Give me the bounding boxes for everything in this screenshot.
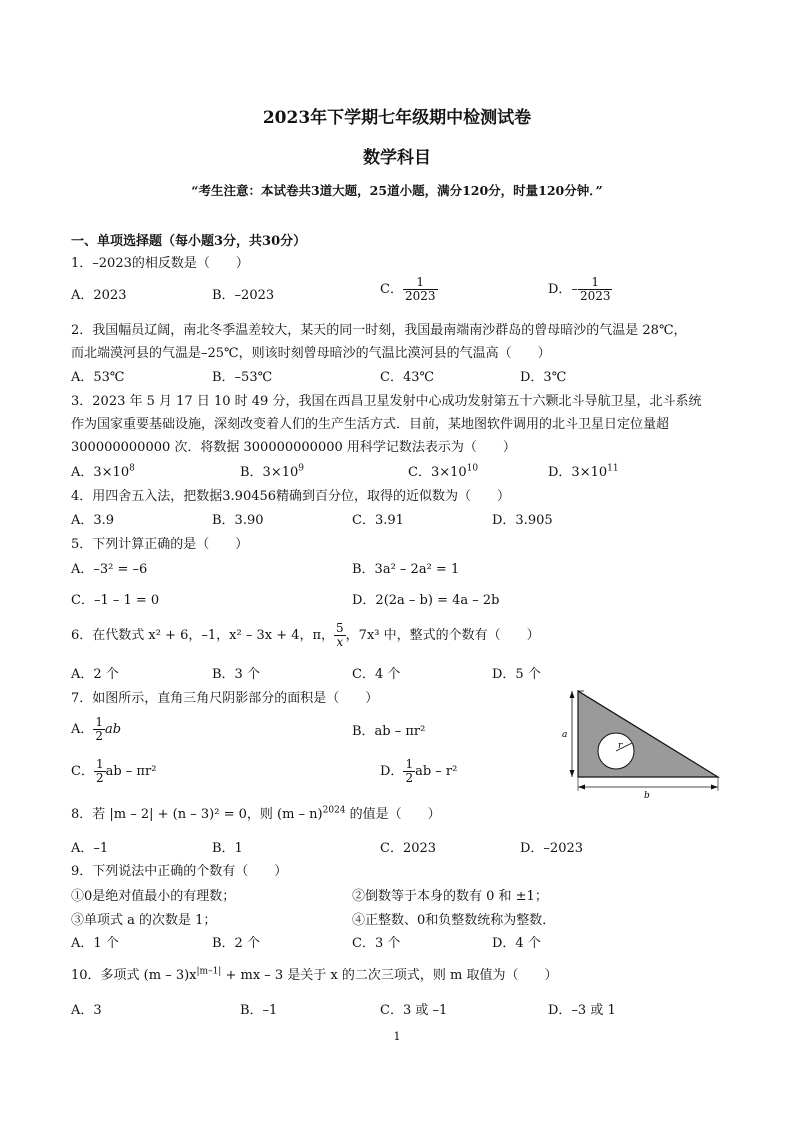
- q6-fraction-denominator: x: [334, 635, 346, 649]
- section-heading: 一、单项选择题（每小题3分，共30分）: [71, 234, 307, 249]
- q10-stem-post: + mx – 3 是关于 x 的二次三项式，则 m 取值为（ ）: [221, 968, 558, 983]
- arrow-up-icon: [570, 691, 575, 698]
- q8-exponent: 2024: [322, 805, 346, 816]
- subject-title: 数学科目: [363, 148, 431, 168]
- q5-option-c: C．–1 – 1 = 0: [71, 593, 160, 608]
- q3-option-d: [548, 465, 619, 481]
- q4-option-a: A．3.9: [71, 513, 115, 528]
- arrow-down-icon: [570, 770, 575, 777]
- q2-option-c: C．43℃: [380, 370, 435, 385]
- q3-option-b-base: B．3×10: [240, 465, 299, 480]
- q6-stem: [71, 622, 540, 649]
- q6-stem-pre: 6．在代数式 x² + 6，–1，x² – 3x + 4，π，: [71, 627, 335, 643]
- q10-exponent: |m–1|: [196, 966, 222, 977]
- q7-option-d-expression: ab – r²: [415, 763, 458, 779]
- q6-option-d: D．5 个: [492, 667, 541, 682]
- q7-option-d-numerator: 1: [405, 757, 414, 771]
- q8-option-c: C．2023: [380, 841, 437, 856]
- q1-option-d-numerator: 1: [591, 275, 600, 289]
- q8-stem-post: 的值是（ ）: [345, 807, 441, 822]
- q7-option-a-fraction: [93, 716, 105, 743]
- q2-stem-line1: 2．我国幅员辽阔，南北冬季温差较大，某天的同一时刻，我国最南端南沙群岛的曾母暗沙的气温是 28℃，: [71, 323, 687, 338]
- q7-option-a: [71, 716, 121, 743]
- label-a: a: [562, 730, 568, 740]
- q7-option-c-label: C．: [71, 763, 94, 779]
- q7-option-d-fraction: [403, 758, 415, 785]
- exam-title: 2023年下学期七年级期中检测试卷: [262, 108, 532, 128]
- q7-option-d-label: D．: [380, 763, 404, 779]
- q1-stem: 1．–2023的相反数是（ ）: [71, 256, 249, 271]
- q10-option-d: D．–3 或 1: [548, 1003, 616, 1018]
- q3-option-b: [240, 465, 304, 481]
- q10-option-c: C．3 或 –1: [380, 1003, 448, 1018]
- q1-option-d-denominator: 2023: [579, 289, 611, 304]
- q8-stem: [71, 807, 441, 823]
- q2-option-d: D．3℃: [520, 370, 567, 385]
- q3-option-a-base: A．3×10: [71, 465, 130, 480]
- q9-statement-2: ②倒数等于本身的数有 0 和 ±1；: [352, 889, 548, 904]
- q9-stem: 9．下列说法中正确的个数有（ ）: [71, 864, 288, 879]
- q10-option-b: B．–1: [240, 1003, 278, 1018]
- q6-option-b: B．3 个: [212, 667, 260, 682]
- q3-option-c-exponent: 10: [466, 463, 479, 474]
- q9-statement-4: ④正整数、0和负整数统称为整数．: [352, 913, 556, 928]
- q7-option-c-expression: ab – πr²: [105, 763, 157, 779]
- q8-option-a: A．–1: [71, 841, 109, 856]
- q1-option-a: A．2023: [71, 288, 127, 303]
- q9-option-b: B．2 个: [212, 936, 260, 951]
- q7-option-c-numerator: 1: [95, 757, 104, 771]
- q1-option-c: [380, 276, 438, 303]
- q4-option-b: B．3.90: [212, 513, 264, 528]
- q7-option-a-denominator: 2: [95, 729, 104, 744]
- q7-option-a-expression: ab: [105, 721, 122, 737]
- triangle-shape: [578, 691, 718, 777]
- q5-option-b: B．3a² – 2a² = 1: [352, 562, 460, 577]
- q4-stem: 4．用四舍五入法，把数据3.90456精确到百分位，取得的近似数为（ ）: [71, 489, 511, 504]
- q3-option-d-base: D．3×10: [548, 465, 608, 480]
- q5-option-a: A．–3² = –6: [71, 562, 148, 577]
- q9-statement-3: ③单项式 a 的次数是 1；: [71, 913, 217, 928]
- exam-notice: “考生注意：本试卷共3道大题，25道小题，满分120分，时量120分钟．”: [191, 183, 603, 198]
- q8-stem-pre: 8．若 |m – 2| + (n – 3)² = 0，则 (m – n): [71, 807, 323, 822]
- q10-stem: [71, 968, 558, 984]
- q3-stem-line3: 300000000000 次．将数据 300000000000 用科学记数法表示为（ ）: [71, 440, 516, 455]
- q3-option-c: [408, 465, 478, 481]
- arrow-right-icon: [711, 785, 718, 790]
- q2-option-a: A．53℃: [71, 370, 125, 385]
- q9-statement-1: ①0是绝对值最小的有理数；: [71, 889, 236, 904]
- label-b: b: [644, 791, 650, 800]
- q3-stem-line1: 3．2023 年 5 月 17 日 10 时 49 分，我国在西昌卫星发射中心成功发射第五十六颗北斗导航卫星，北斗系统: [71, 394, 702, 409]
- q1-option-d-fraction: [578, 276, 613, 303]
- q3-option-a-exponent: 8: [129, 463, 135, 474]
- q6-fraction-numerator: 5: [336, 621, 344, 635]
- q7-option-c: [71, 758, 156, 785]
- q6-option-a: A．2 个: [71, 667, 119, 682]
- q6-stem-post: ，7x³ 中，整式的个数有（ ）: [345, 627, 540, 643]
- q7-option-a-numerator: 1: [95, 715, 104, 729]
- q1-option-c-fraction: [403, 276, 438, 303]
- q3-option-c-base: C．3×10: [408, 465, 467, 480]
- q9-option-d: D．4 个: [492, 936, 541, 951]
- q4-option-c: C．3.91: [352, 513, 404, 528]
- q1-option-c-denominator: 2023: [404, 289, 436, 304]
- q1-option-d: [548, 276, 612, 303]
- q9-option-a: A．1 个: [71, 936, 119, 951]
- q7-option-c-denominator: 2: [95, 771, 104, 786]
- q1-option-d-label: D．–: [548, 281, 578, 297]
- q1-option-b: B．–2023: [212, 288, 275, 303]
- q5-option-d: D．2(2a – b) = 4a – 2b: [352, 593, 500, 608]
- q1-option-c-numerator: 1: [416, 275, 425, 289]
- q5-stem: 5．下列计算正确的是（ ）: [71, 537, 249, 552]
- q7-option-a-label: A．: [71, 721, 94, 737]
- q7-option-d-denominator: 2: [405, 771, 414, 786]
- q7-option-c-fraction: [94, 758, 106, 785]
- q2-option-b: B．–53℃: [212, 370, 273, 385]
- q6-option-c: C．4 个: [352, 667, 401, 682]
- q9-option-c: C．3 个: [352, 936, 401, 951]
- q8-option-d: D．–2023: [520, 841, 584, 856]
- q1-option-c-label: C．: [380, 281, 403, 297]
- label-r: r: [618, 741, 623, 751]
- q10-stem-pre: 10．多项式 (m – 3)x: [71, 968, 197, 983]
- q3-stem-line2: 作为国家重要基础设施，深刻改变着人们的生产生活方式．目前，某地图软件调用的北斗卫星日定位量超: [71, 417, 670, 432]
- page-number: 1: [393, 1030, 401, 1043]
- q3-option-b-exponent: 9: [298, 463, 304, 474]
- q7-stem: 7．如图所示，直角三角尺阴影部分的面积是（ ）: [71, 691, 379, 706]
- q6-fraction: [334, 622, 346, 649]
- q10-option-a: A．3: [71, 1003, 102, 1018]
- q2-stem-line2: 而北端漠河县的气温是–25℃，则该时刻曾母暗沙的气温比漠河县的气温高（ ）: [71, 346, 551, 361]
- arrow-left-icon: [578, 785, 585, 790]
- q7-triangle-figure: [560, 685, 730, 800]
- q7-option-d: [380, 758, 457, 785]
- q8-option-b: B．1: [212, 841, 243, 856]
- q3-option-a: [71, 465, 135, 481]
- q4-option-d: D．3.905: [492, 513, 553, 528]
- q3-option-d-exponent: 11: [607, 463, 619, 474]
- q7-option-b: B．ab – πr²: [352, 724, 426, 739]
